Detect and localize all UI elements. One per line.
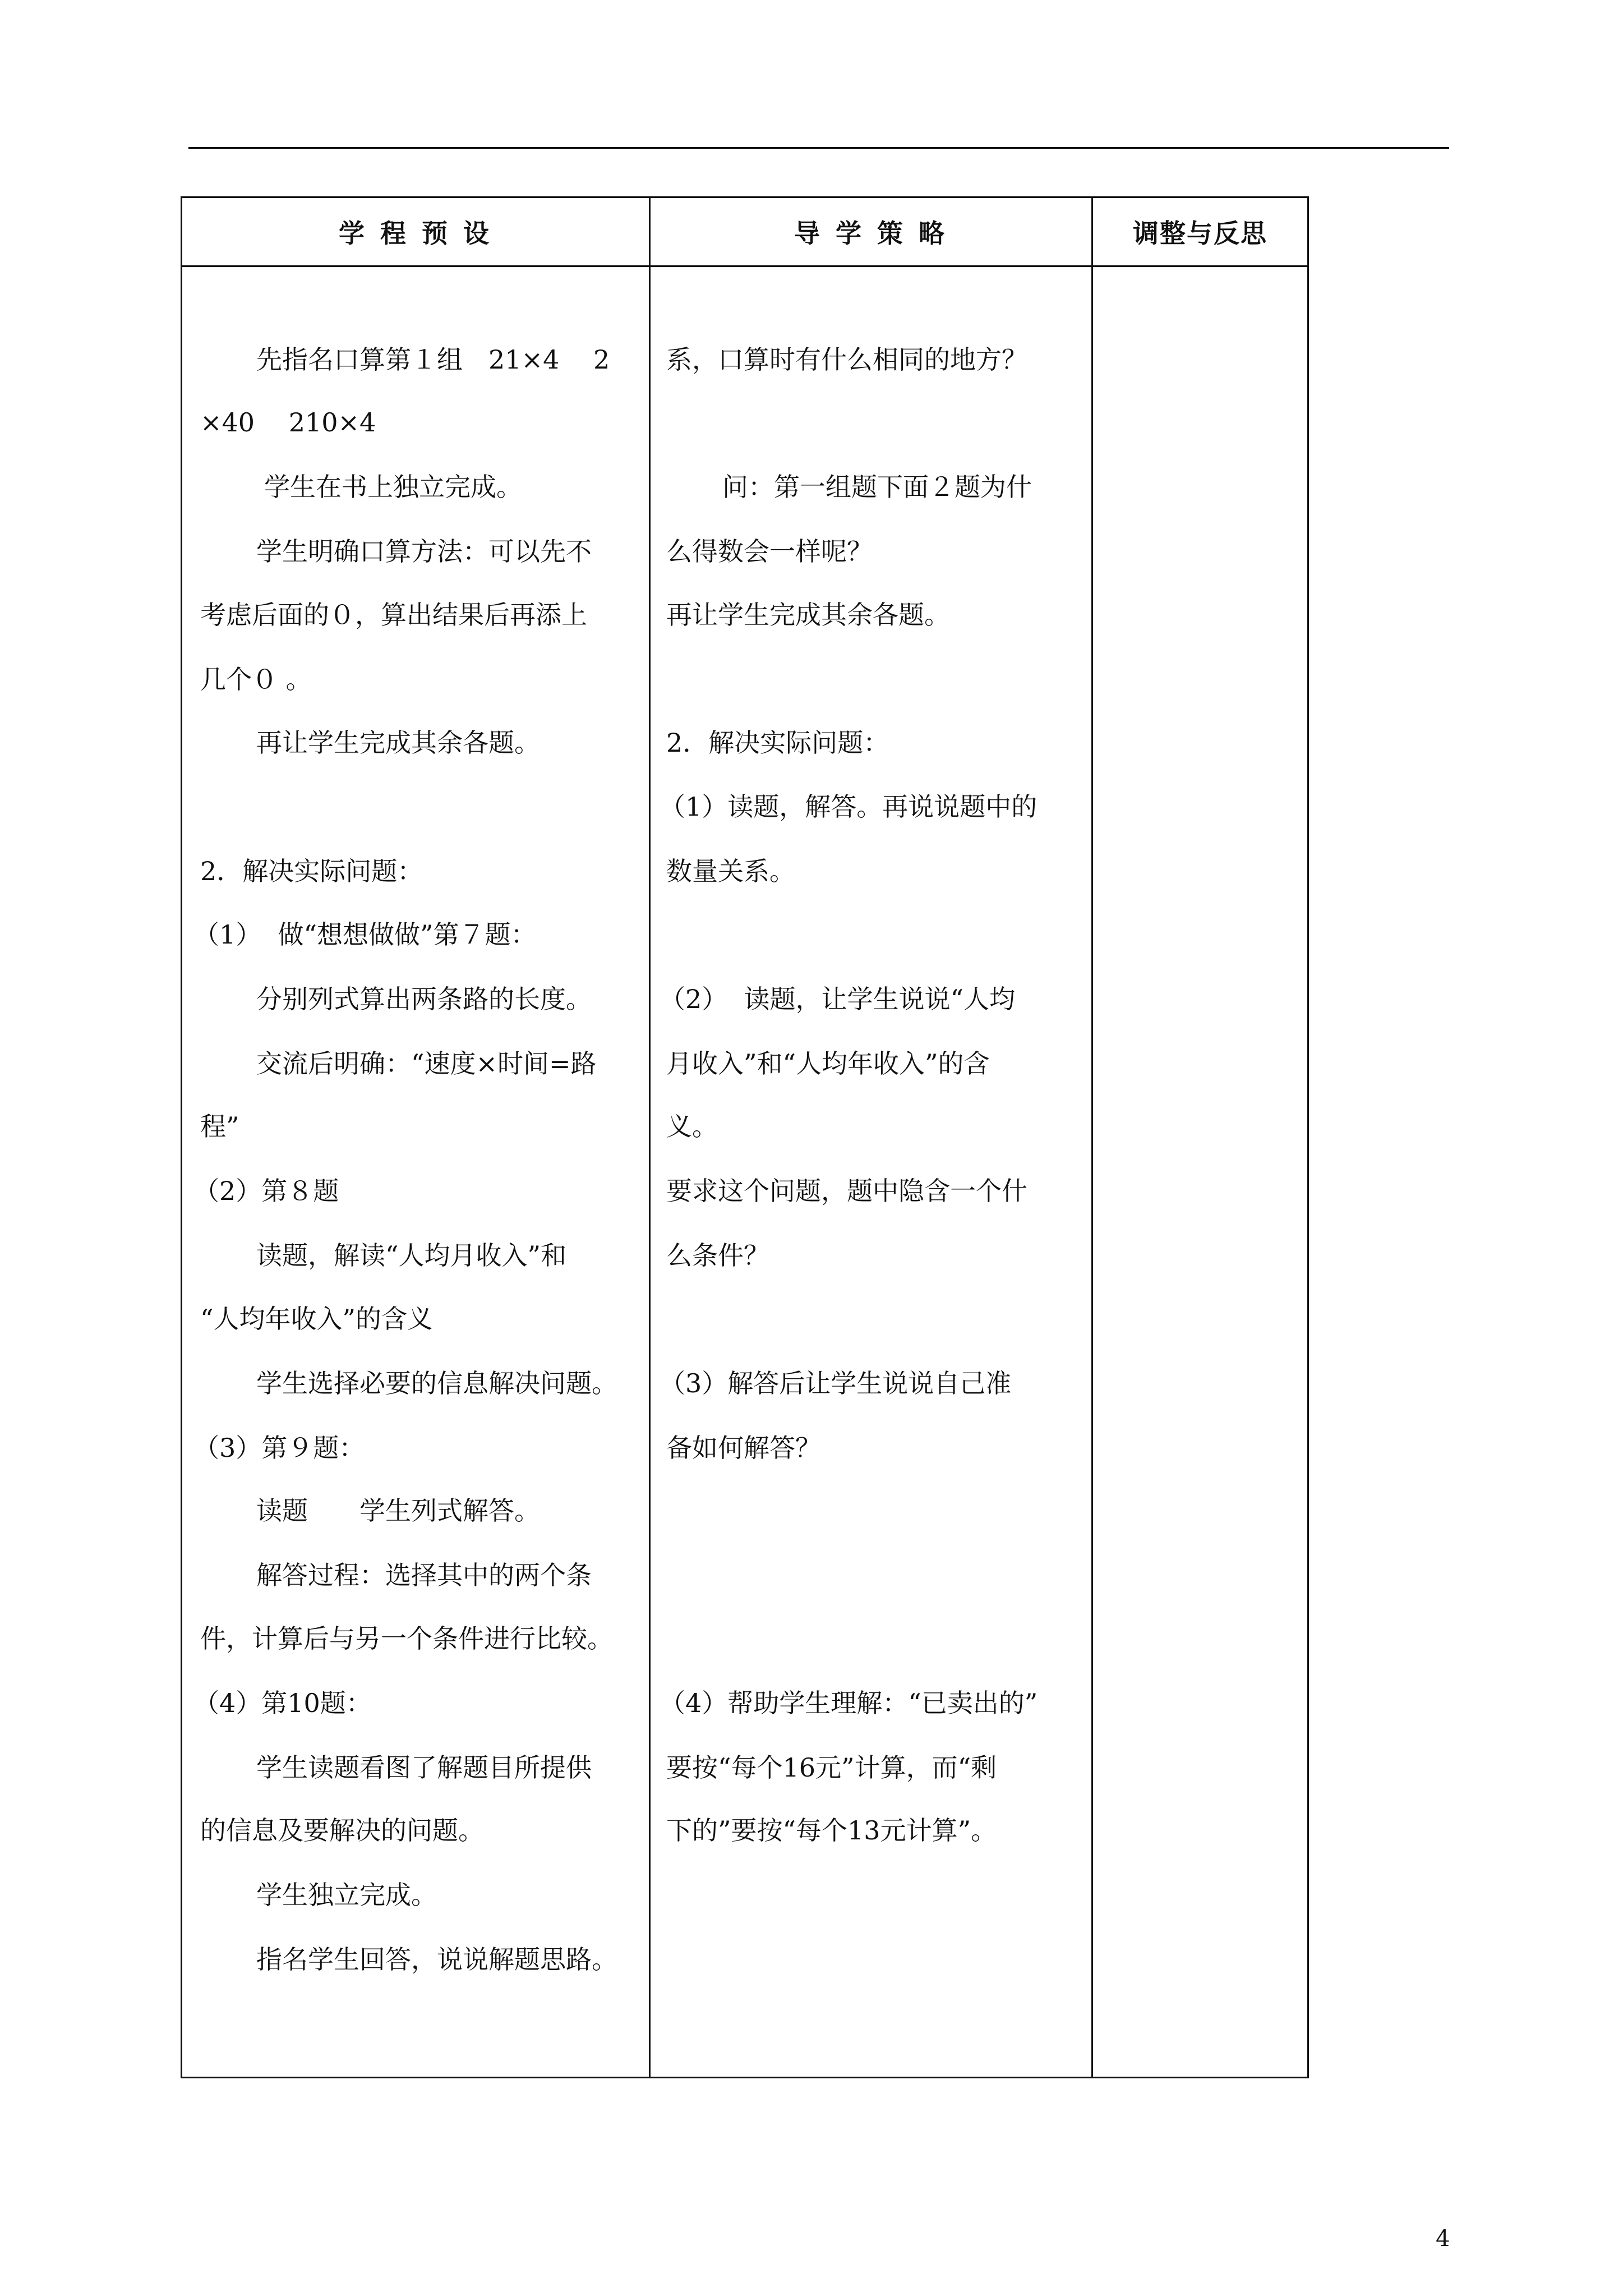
text-line: 系，口算时有什么相同的地方？: [666, 344, 1027, 375]
text-line: 分别列式算出两条路的长度。: [256, 984, 592, 1014]
text-line: 问：第一组题下面２题为什: [722, 472, 1032, 502]
text-line: 读题，解读“人均月收入”和: [256, 1240, 567, 1271]
text-line: 下的”要按“每个13元计算”。: [666, 1815, 997, 1846]
lesson-plan-table: [181, 196, 1309, 2078]
header-rule: [188, 147, 1449, 149]
text-line: 交流后明确：“速度×时间=路: [256, 1048, 597, 1079]
text-line: 解答过程：选择其中的两个条: [256, 1560, 592, 1590]
text-line: 2．解决实际问题：: [200, 856, 423, 886]
text-line: （2） 读题，让学生说说“人均: [660, 984, 1016, 1014]
text-line: 指名学生回答，说说解题思路。: [256, 1944, 617, 1975]
text-line: 要按“每个16元”计算，而“剩: [666, 1752, 997, 1783]
text-line: （4）第10题：: [193, 1688, 372, 1718]
text-line: 几个０ 。: [200, 664, 312, 694]
text-line: 再让学生完成其余各题。: [666, 600, 950, 630]
text-line: （1） 做“想想做做”第７题：: [193, 919, 537, 950]
text-line: 义。: [666, 1111, 718, 1142]
text-line: 数量关系。: [666, 856, 795, 886]
text-line: 学生读题看图了解题目所提供: [256, 1752, 592, 1783]
text-line: （3）解答后让学生说说自己准: [660, 1368, 1012, 1398]
text-line: （3）第９题：: [193, 1433, 365, 1463]
text-line: 先指名口算第１组 21×4 2: [256, 344, 610, 375]
text-line: “人均年收入”的含义: [200, 1304, 434, 1334]
text-line: 2．解决实际问题：: [666, 728, 889, 758]
text-line: 学生独立完成。: [256, 1880, 437, 1910]
text-line: 么条件？: [666, 1240, 769, 1271]
table-header-row: [182, 197, 1308, 266]
text-line: 学生明确口算方法：可以先不: [256, 536, 592, 567]
text-line: 学生在书上独立完成。: [264, 472, 522, 502]
text-line: （4）帮助学生理解：“已卖出的”: [660, 1688, 1038, 1718]
text-line: 的信息及要解决的问题。: [200, 1815, 484, 1846]
header-learning-preset: 学 程 预 设: [182, 197, 650, 266]
adjust-reflect-cell: [1092, 266, 1308, 2078]
text-line: 再让学生完成其余各题。: [256, 728, 540, 758]
header-adjust-reflect: 调整与反思: [1092, 197, 1308, 266]
text-line: 要求这个问题，题中隐含一个什: [666, 1176, 1027, 1206]
text-line: 考虑后面的０，算出结果后再添上: [200, 600, 587, 630]
text-line: 月收入”和“人均年收入”的含: [666, 1048, 990, 1079]
learning-preset-cell: [182, 266, 650, 2078]
text-line: 备如何解答？: [666, 1433, 821, 1463]
guidance-strategy-cell: [650, 266, 1092, 2078]
text-line: 么得数会一样呢？: [666, 536, 873, 567]
table-body-row: [182, 266, 1308, 2078]
page-number: 4: [1436, 2226, 1450, 2252]
text-line: ×40 210×4: [200, 407, 376, 438]
text-line: 学生选择必要的信息解决问题。: [256, 1368, 617, 1398]
text-line: （2）第８题: [193, 1176, 339, 1206]
text-line: 件，计算后与另一个条件进行比较。: [200, 1623, 613, 1654]
text-line: 程”: [200, 1111, 239, 1142]
text-line: （1）读题，解答。再说说题中的: [660, 792, 1038, 822]
text-line: 读题 学生列式解答。: [256, 1496, 540, 1526]
header-guidance-strategy: 导 学 策 略: [650, 197, 1092, 266]
